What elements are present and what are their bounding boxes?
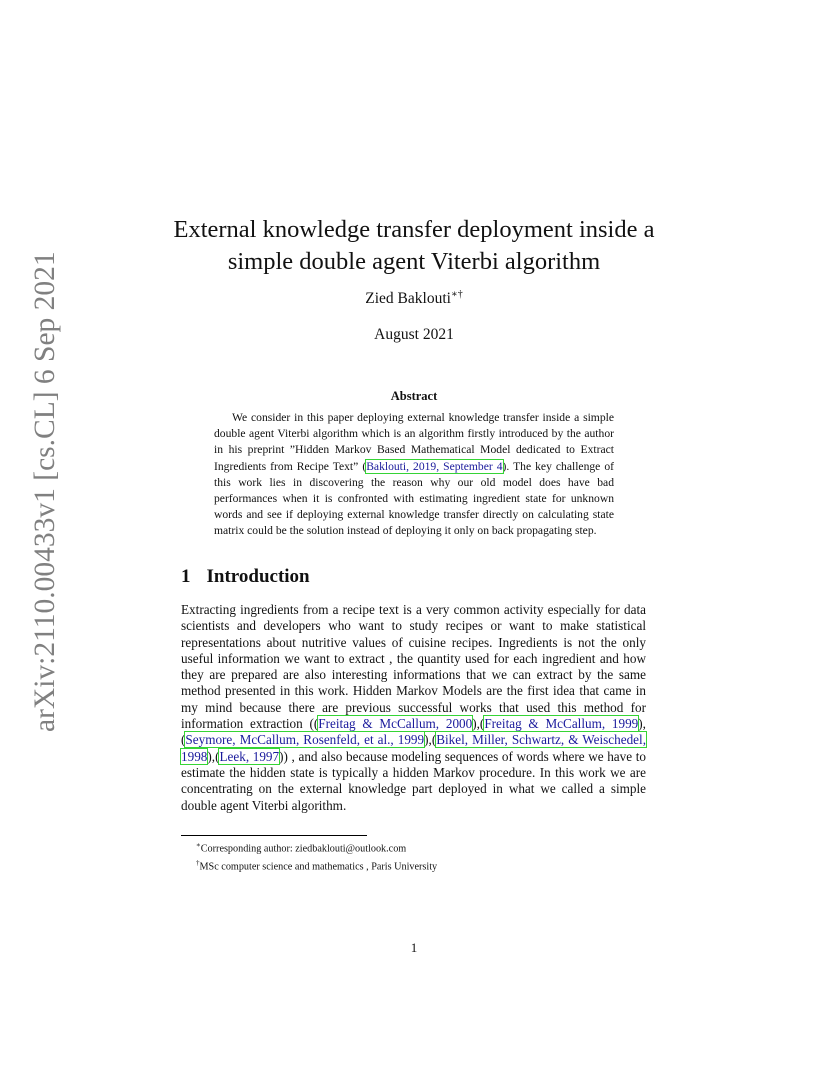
footnote-1 xyxy=(196,838,437,856)
abstract-text-after: ). The key challenge of this work lies in discovering the reason why our old model does have bad performances when it is confronted with estimating ingredient state for unknown words and see if deploying external knowledge transfer directly on calculating state matrix could be the solution instead of deploying it only on back propagating step. xyxy=(214,459,614,538)
section-heading xyxy=(181,566,310,588)
author-footnote-marks: ∗† xyxy=(450,289,463,300)
citation-separator: ),( xyxy=(424,732,437,748)
citation-separator: ),( xyxy=(207,748,220,764)
intro-text-after: )) , and also because modeling sequences of words where we have to estimate the hidden state is typically a hidden Markov procedure. In this work we are concentrating on the external knowledge part deployed in what we called a simple double agent Viterbi algorithm. xyxy=(181,748,646,813)
arxiv-identifier: arXiv:2110.00433v1 [cs.CL] 6 Sep 2021 xyxy=(29,251,61,732)
section-number: 1 xyxy=(181,566,191,587)
citation-link-freitag-2000[interactable]: Freitag & McCallum, 2000 xyxy=(318,716,473,732)
citation-separator: ),( xyxy=(472,716,485,732)
abstract-heading: Abstract xyxy=(390,389,438,403)
citation-link-seymore-1999[interactable]: Seymore, McCallum, Rosenfeld, et al., 1999 xyxy=(185,732,425,748)
abstract-text-before: We consider in this paper deploying external knowledge transfer inside a simple double agent Viterbi algorithm which is an algorithm firstly introduced by the author in his preprint ”Hidden Markov Based Mathematical Model dedicated to Extract Ingredients from Recipe Text” ( xyxy=(214,411,614,473)
footnote-1-mark: ∗ xyxy=(196,841,201,849)
citation-link-leek-1997[interactable]: Leek, 1997 xyxy=(219,748,280,764)
intro-text-before: Extracting ingredients from a recipe text is a very common activity especially for data scientists and developers who want to study recipes or want to make statistical representations about nutritive values of cuisine recipes. Ingredients is not the only useful information we want to extract , the quantity used for each ingredient and how they are prepared are also interesting informations that we can extract by the same method presented in this work. Hidden Markov Models are the first idea that came in my mind because there are previous successful works that used this method for information extraction (( xyxy=(181,602,646,732)
citation-link-bikel-1998[interactable]: Bikel, Miller, Schwartz, & Weischedel, 1998 xyxy=(181,732,646,764)
title-line-2: simple double agent Viterbi algorithm xyxy=(227,248,601,275)
abstract-body xyxy=(214,410,614,540)
citation-separator: ),( xyxy=(181,716,646,748)
introduction-paragraph xyxy=(181,602,646,814)
author-name: Zied Baklouti xyxy=(365,290,451,308)
footnote-2-mark: † xyxy=(196,859,200,868)
author xyxy=(0,289,828,308)
paper-title xyxy=(130,214,698,278)
footnote-2-text: MSc computer science and mathematics , Paris University xyxy=(199,861,438,873)
title-line-1: External knowledge transfer deployment inside a xyxy=(173,216,655,243)
paper-date: August 2021 xyxy=(374,326,454,343)
citation-link-baklouti-2019[interactable]: Baklouti, 2019, September 4 xyxy=(366,459,503,473)
footnote-2 xyxy=(196,856,437,874)
footnotes xyxy=(196,838,437,875)
section-title: Introduction xyxy=(206,566,310,587)
page-number: 1 xyxy=(410,940,418,955)
footnote-1-text: Corresponding author: ziedbaklouti@outlook.com xyxy=(200,843,407,855)
footnote-rule xyxy=(181,835,367,836)
citation-link-freitag-1999[interactable]: Freitag & McCallum, 1999 xyxy=(484,716,639,732)
